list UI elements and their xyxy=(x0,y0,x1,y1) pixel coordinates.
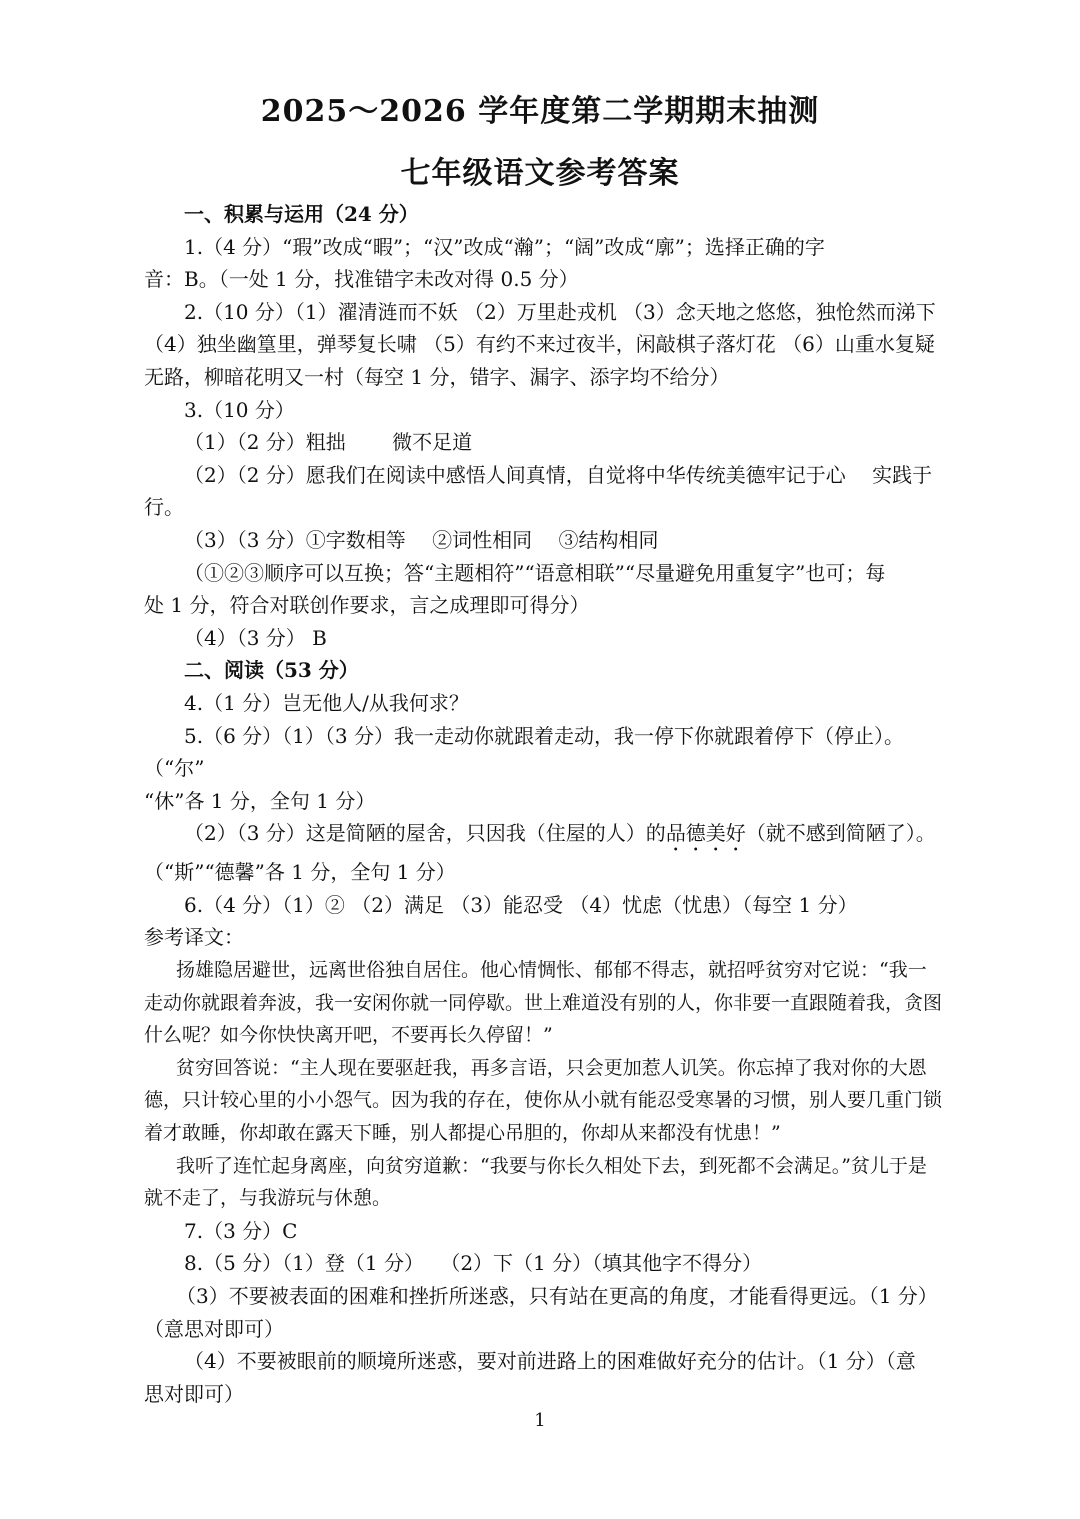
answer-q6: 6.（4 分）（1）② （2）满足 （3）能忍受 （4）忧虑（忧患）（每空 1 分） xyxy=(184,892,858,917)
answer-q3-2-line1: （2）（2 分）愿我们在阅读中感悟人间真情，自觉将中华传统美德牢记于心 实践于 xyxy=(184,462,933,487)
answer-content xyxy=(144,198,944,1410)
answer-q5-2-pre: （2）（3 分）这是简陋的屋舍，只因我（住屋的人）的 xyxy=(184,821,666,846)
answer-q8-3-line2: （意思对即可） xyxy=(144,1316,284,1341)
answer-q5-2-post: （就不感到简陋了）。 xyxy=(745,821,936,846)
section-heading-accumulation: 一、积累与运用（24 分） xyxy=(184,202,419,226)
answer-q5-2-line1 xyxy=(144,817,944,856)
answer-q3-3: （3）（3 分）①字数相等 ②词性相同 ③结构相同 xyxy=(184,527,659,552)
answer-q3-2-line2: 行。 xyxy=(144,495,184,520)
answer-q2-line2: （4）独坐幽篁里，弹琴复长啸 （5）有约不来过夜半，闲敲棋子落灯花 （6）山重水复疑 xyxy=(144,332,935,357)
translation-paragraph-3: 我听了连忙起身离座，向贫穷道歉：“我要与你长久相处下去，到死都不会满足。”贫儿于是就不走了，与我游玩与休憩。 xyxy=(144,1154,927,1210)
answer-q5-line2: “休”各 1 分，全句 1 分） xyxy=(144,788,376,813)
answer-q3-head: 3.（10 分） xyxy=(184,397,295,422)
translation-paragraph-1: 扬雄隐居避世，远离世俗独自居住。他心情惆怅、郁郁不得志，就招呼贫穷对它说：“我一走动你就跟着奔波，我一安闲你就一同停歇。世上难道没有别的人，你非要一直跟随着我，贪图什么呢？如今你快快离开吧，不要再长久停留！” xyxy=(144,959,943,1047)
answer-q3-3-note-line2: 处 1 分，符合对联创作要求，言之成理即可得分） xyxy=(144,593,590,618)
reference-translation-label: 参考译文： xyxy=(144,925,244,950)
answer-q3-3-note-line1: （①②③顺序可以互换；答“主题相符”“语意相联”“尽量避免用重复字”也可；每 xyxy=(184,560,886,585)
page-number: 1 xyxy=(534,1410,546,1431)
answer-q2-line3: 无路，柳暗花明又一村（每空 1 分，错字、漏字、添字均不给分） xyxy=(144,364,730,389)
answer-q8-4-line2: 思对即可） xyxy=(144,1381,244,1406)
document-subtitle: 七年级语文参考答案 xyxy=(400,156,680,191)
answer-q3-4: （4）（3 分） B xyxy=(184,625,327,650)
document-title: 2025～2026 学年度第二学期期末抽测 xyxy=(260,94,820,129)
answer-q4: 4.（1 分）岂无他人/从我何求？ xyxy=(184,690,469,715)
answer-q3-1: （1）（2 分）粗拙 微不足道 xyxy=(184,430,473,455)
section-heading-reading: 二、阅读（53 分） xyxy=(184,658,359,683)
answer-q5-line1: 5.（6 分）（1）（3 分）我一走动你就跟着走动，我一停下你就跟着停下（停止）。（“尔” xyxy=(144,723,904,781)
answer-q5-2-emphasis: 品德美好 xyxy=(665,821,746,846)
answer-q8-line1: 8.（5 分）（1）登（1 分） （2）下（1 分）（填其他字不得分） xyxy=(184,1251,763,1276)
answer-q1-line1: 1.（4 分）“瑕”改成“暇”；“汉”改成“瀚”；“阔”改成“廓”；选择正确的字 xyxy=(184,234,825,259)
answer-q1-line2: 音：B。（一处 1 分，找准错字未改对得 0.5 分） xyxy=(144,267,579,292)
answer-q2-line1: 2.（10 分）（1）濯清涟而不妖 （2）万里赴戎机 （3）念天地之悠悠，独怆然而涕下 xyxy=(184,299,936,324)
answer-q8-4-line1: （4）不要被眼前的顺境所迷惑，要对前进路上的困难做好充分的估计。（1 分）（意 xyxy=(184,1349,916,1374)
answer-q7: 7.（3 分）C xyxy=(184,1218,298,1243)
answer-q5-2-line2: （“斯”“德馨”各 1 分，全句 1 分） xyxy=(144,860,456,885)
answer-q8-3-line1: （3）不要被表面的困难和挫折所迷惑，只有站在更高的角度，才能看得更远。（1 分） xyxy=(176,1284,938,1308)
translation-paragraph-2: 贫穷回答说：“主人现在要驱赶我，再多言语，只会更加惹人讥笑。你忘掉了我对你的大恩德，只计较心里的小小怨气。因为我的存在，使你从小就有能忍受寒暑的习惯，别人要几重门锁着才敢睡，你却敢在露天下睡，别人都提心吊胆的，你却从来都没有忧患！” xyxy=(144,1056,943,1145)
